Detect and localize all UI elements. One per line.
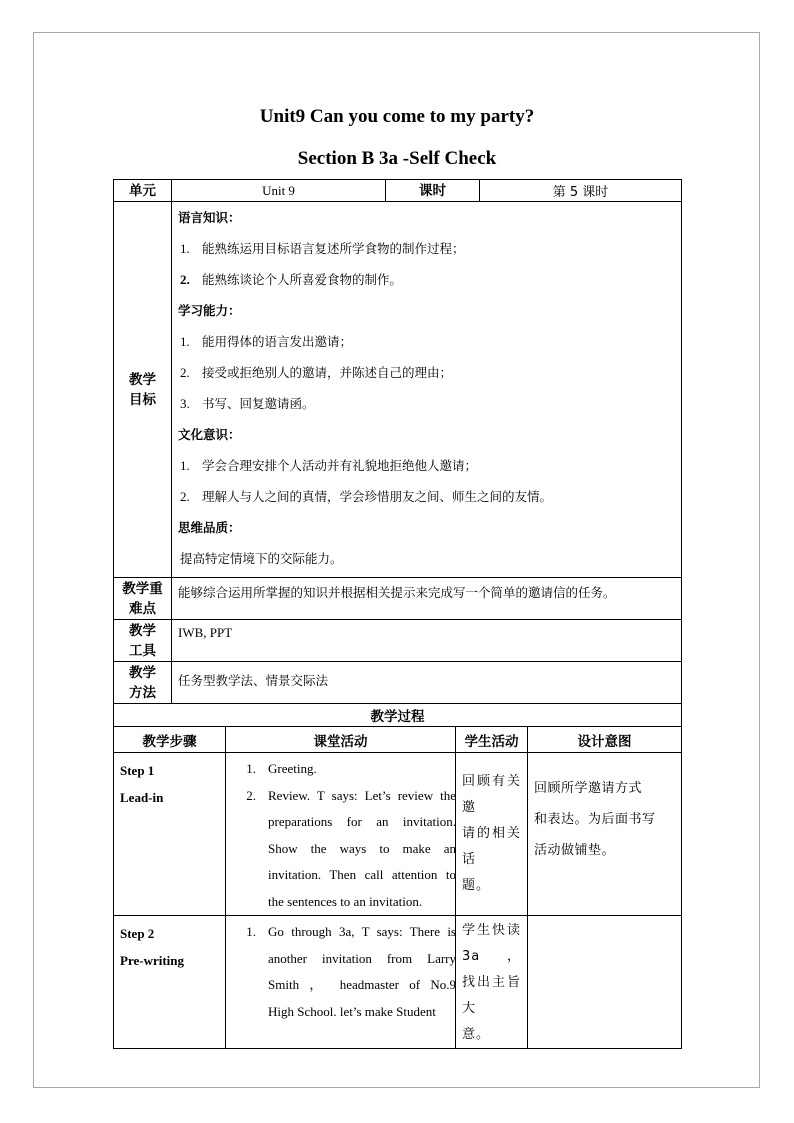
objective-item bbox=[178, 357, 675, 388]
objective-item-text: 学会合理安排个人活动并有礼貌地拒绝他人邀请； bbox=[202, 458, 478, 473]
objective-item-number: 1. bbox=[180, 334, 190, 349]
step-cell bbox=[114, 753, 226, 916]
activity-number bbox=[226, 862, 268, 889]
key-points-label bbox=[114, 578, 172, 620]
objective-item bbox=[178, 388, 675, 419]
student-activity-line: 题。 bbox=[462, 878, 491, 893]
activity-number bbox=[226, 836, 268, 863]
objective-heading: 语言知识： bbox=[178, 210, 241, 225]
objective-item-text: 书写、回复邀请函。 bbox=[202, 396, 315, 411]
design-purpose-line: 和表达。为后面书写 bbox=[534, 812, 656, 827]
key-points-row bbox=[114, 578, 682, 620]
activity-number bbox=[226, 946, 268, 973]
activity-line bbox=[226, 862, 455, 889]
objective-item-text: 接受或拒绝别人的邀请，并陈述自己的理由； bbox=[202, 365, 453, 380]
activity-line bbox=[226, 889, 455, 916]
student-activity-lines bbox=[462, 918, 521, 1048]
student-activity-cell bbox=[456, 753, 528, 916]
activity-text: Review. T says: Let’s review the bbox=[268, 787, 456, 803]
activity-text: the sentences to an invitation. bbox=[268, 893, 423, 909]
activity-line bbox=[226, 972, 455, 999]
objective-heading: 文化意识： bbox=[178, 427, 241, 442]
student-activity-lines bbox=[462, 769, 521, 899]
header-step: 教学步骤 bbox=[114, 727, 226, 753]
objective-item bbox=[178, 481, 675, 512]
objective-item bbox=[178, 450, 675, 481]
objective-item-text: 能用得体的语言发出邀请； bbox=[202, 334, 353, 349]
activity-line bbox=[226, 999, 455, 1026]
tools-label bbox=[114, 620, 172, 662]
objectives-list bbox=[178, 202, 675, 574]
activity-number bbox=[226, 889, 268, 916]
objective-item-number: 2. bbox=[180, 489, 190, 504]
student-activity-line: 回顾有关邀 bbox=[462, 774, 521, 815]
methods-label-text: 教学方法 bbox=[129, 664, 156, 701]
activity-text: Greeting. bbox=[268, 761, 317, 776]
design-purpose-line: 回顾所学邀请方式 bbox=[534, 781, 643, 796]
objective-item-text: 理解人与人之间的真情，学会珍惜朋友之间、师生之间的友情。 bbox=[202, 489, 553, 504]
objective-heading: 学习能力： bbox=[178, 303, 241, 318]
tools-label-text: 教学工具 bbox=[129, 622, 156, 659]
objective-item-number: 2. bbox=[180, 272, 190, 287]
student-activity-line: 请的相关话 bbox=[462, 826, 521, 867]
activity-text: another invitation from Larry bbox=[268, 950, 456, 966]
tools-row bbox=[114, 620, 682, 662]
design-purpose-lines bbox=[534, 773, 675, 866]
key-points-label-text: 教学重难点 bbox=[122, 580, 163, 617]
objectives-content bbox=[172, 202, 682, 578]
student-activity-line: 意。 bbox=[462, 1027, 491, 1042]
step-name: Pre-writing bbox=[120, 953, 185, 968]
header-class-activity: 课堂活动 bbox=[226, 727, 456, 753]
activity-text: Go through 3a, T says: There is bbox=[268, 924, 456, 939]
objective-text: 提高特定情境下的交际能力。 bbox=[180, 551, 343, 566]
objective-item bbox=[178, 233, 675, 264]
design-purpose-cell bbox=[528, 916, 682, 1049]
activity-list bbox=[226, 919, 455, 1025]
objective-heading: 思维品质： bbox=[178, 520, 241, 535]
objective-item-number: 2. bbox=[180, 365, 190, 380]
class-activity-cell bbox=[226, 916, 456, 1049]
activity-line bbox=[226, 756, 455, 783]
step-number: Step 1 bbox=[120, 763, 155, 778]
step-name: Lead-in bbox=[120, 790, 164, 805]
student-activity-line: 学生快读 3a， bbox=[462, 923, 521, 964]
activity-line bbox=[226, 783, 455, 810]
activity-text: Show the ways to make an bbox=[268, 840, 456, 856]
objective-item-text: 能熟练运用目标语言复述所学食物的制作过程； bbox=[202, 241, 465, 256]
objective-item-number: 1. bbox=[180, 241, 190, 256]
header-design-purpose: 设计意图 bbox=[528, 727, 682, 753]
process-header-row bbox=[114, 727, 682, 753]
class-activity-cell bbox=[226, 753, 456, 916]
objective-item-number: 1. bbox=[180, 458, 190, 473]
objective-item-text: 能熟练谈论个人所喜爱食物的制作。 bbox=[202, 272, 403, 287]
methods-row bbox=[114, 662, 682, 704]
activity-number: 2. bbox=[246, 787, 256, 803]
step-row bbox=[114, 916, 682, 1049]
activity-number bbox=[226, 999, 268, 1026]
activity-list bbox=[226, 756, 455, 915]
objectives-row bbox=[114, 202, 682, 578]
student-activity-cell bbox=[456, 916, 528, 1049]
step-cell bbox=[114, 916, 226, 1049]
activity-text: preparations for an invitation. bbox=[268, 814, 456, 829]
activity-text: Smith ， headmaster of No.9 bbox=[268, 977, 456, 992]
activity-text: invitation. Then call attention to bbox=[268, 867, 456, 882]
activity-line bbox=[226, 836, 455, 863]
objectives-label-text: 教学目标 bbox=[129, 371, 156, 408]
info-row bbox=[114, 180, 682, 202]
design-purpose-cell bbox=[528, 753, 682, 916]
period-label: 课时 bbox=[386, 180, 480, 202]
objective-item bbox=[178, 264, 675, 295]
document-title: Unit9 Can you come to my party? bbox=[259, 106, 535, 127]
header-student-activity: 学生活动 bbox=[456, 727, 528, 753]
key-points-text: 能够综合运用所掌握的知识并根据相关提示来完成写一个简单的邀请信的任务。 bbox=[172, 578, 682, 620]
activity-number: 1. bbox=[246, 924, 256, 939]
activity-line bbox=[226, 946, 455, 973]
objectives-label bbox=[114, 202, 172, 578]
methods-label bbox=[114, 662, 172, 704]
tools-text: IWB, PPT bbox=[172, 620, 682, 662]
process-title: 教学过程 bbox=[114, 704, 682, 727]
unit-value: Unit 9 bbox=[172, 180, 386, 202]
step-row bbox=[114, 753, 682, 916]
student-activity-line: 找出主旨大 bbox=[462, 975, 521, 1016]
activity-number bbox=[226, 972, 268, 999]
unit-label: 单元 bbox=[114, 180, 172, 202]
lesson-plan-table bbox=[113, 179, 682, 1049]
period-value: 第 5 课时 bbox=[480, 180, 682, 202]
activity-number bbox=[226, 809, 268, 836]
methods-text: 任务型教学法、情景交际法 bbox=[172, 662, 682, 704]
activity-line bbox=[226, 919, 455, 946]
document-subtitle: Section B 3a -Self Check bbox=[297, 148, 497, 169]
activity-number: 1. bbox=[246, 761, 256, 776]
design-purpose-line: 活动做铺垫。 bbox=[534, 843, 616, 858]
objective-item-number: 3. bbox=[180, 396, 190, 411]
objective-item bbox=[178, 326, 675, 357]
activity-line bbox=[226, 809, 455, 836]
step-number: Step 2 bbox=[120, 926, 155, 941]
activity-text: High School. let’s make Student bbox=[268, 1003, 436, 1019]
process-title-row bbox=[114, 704, 682, 727]
